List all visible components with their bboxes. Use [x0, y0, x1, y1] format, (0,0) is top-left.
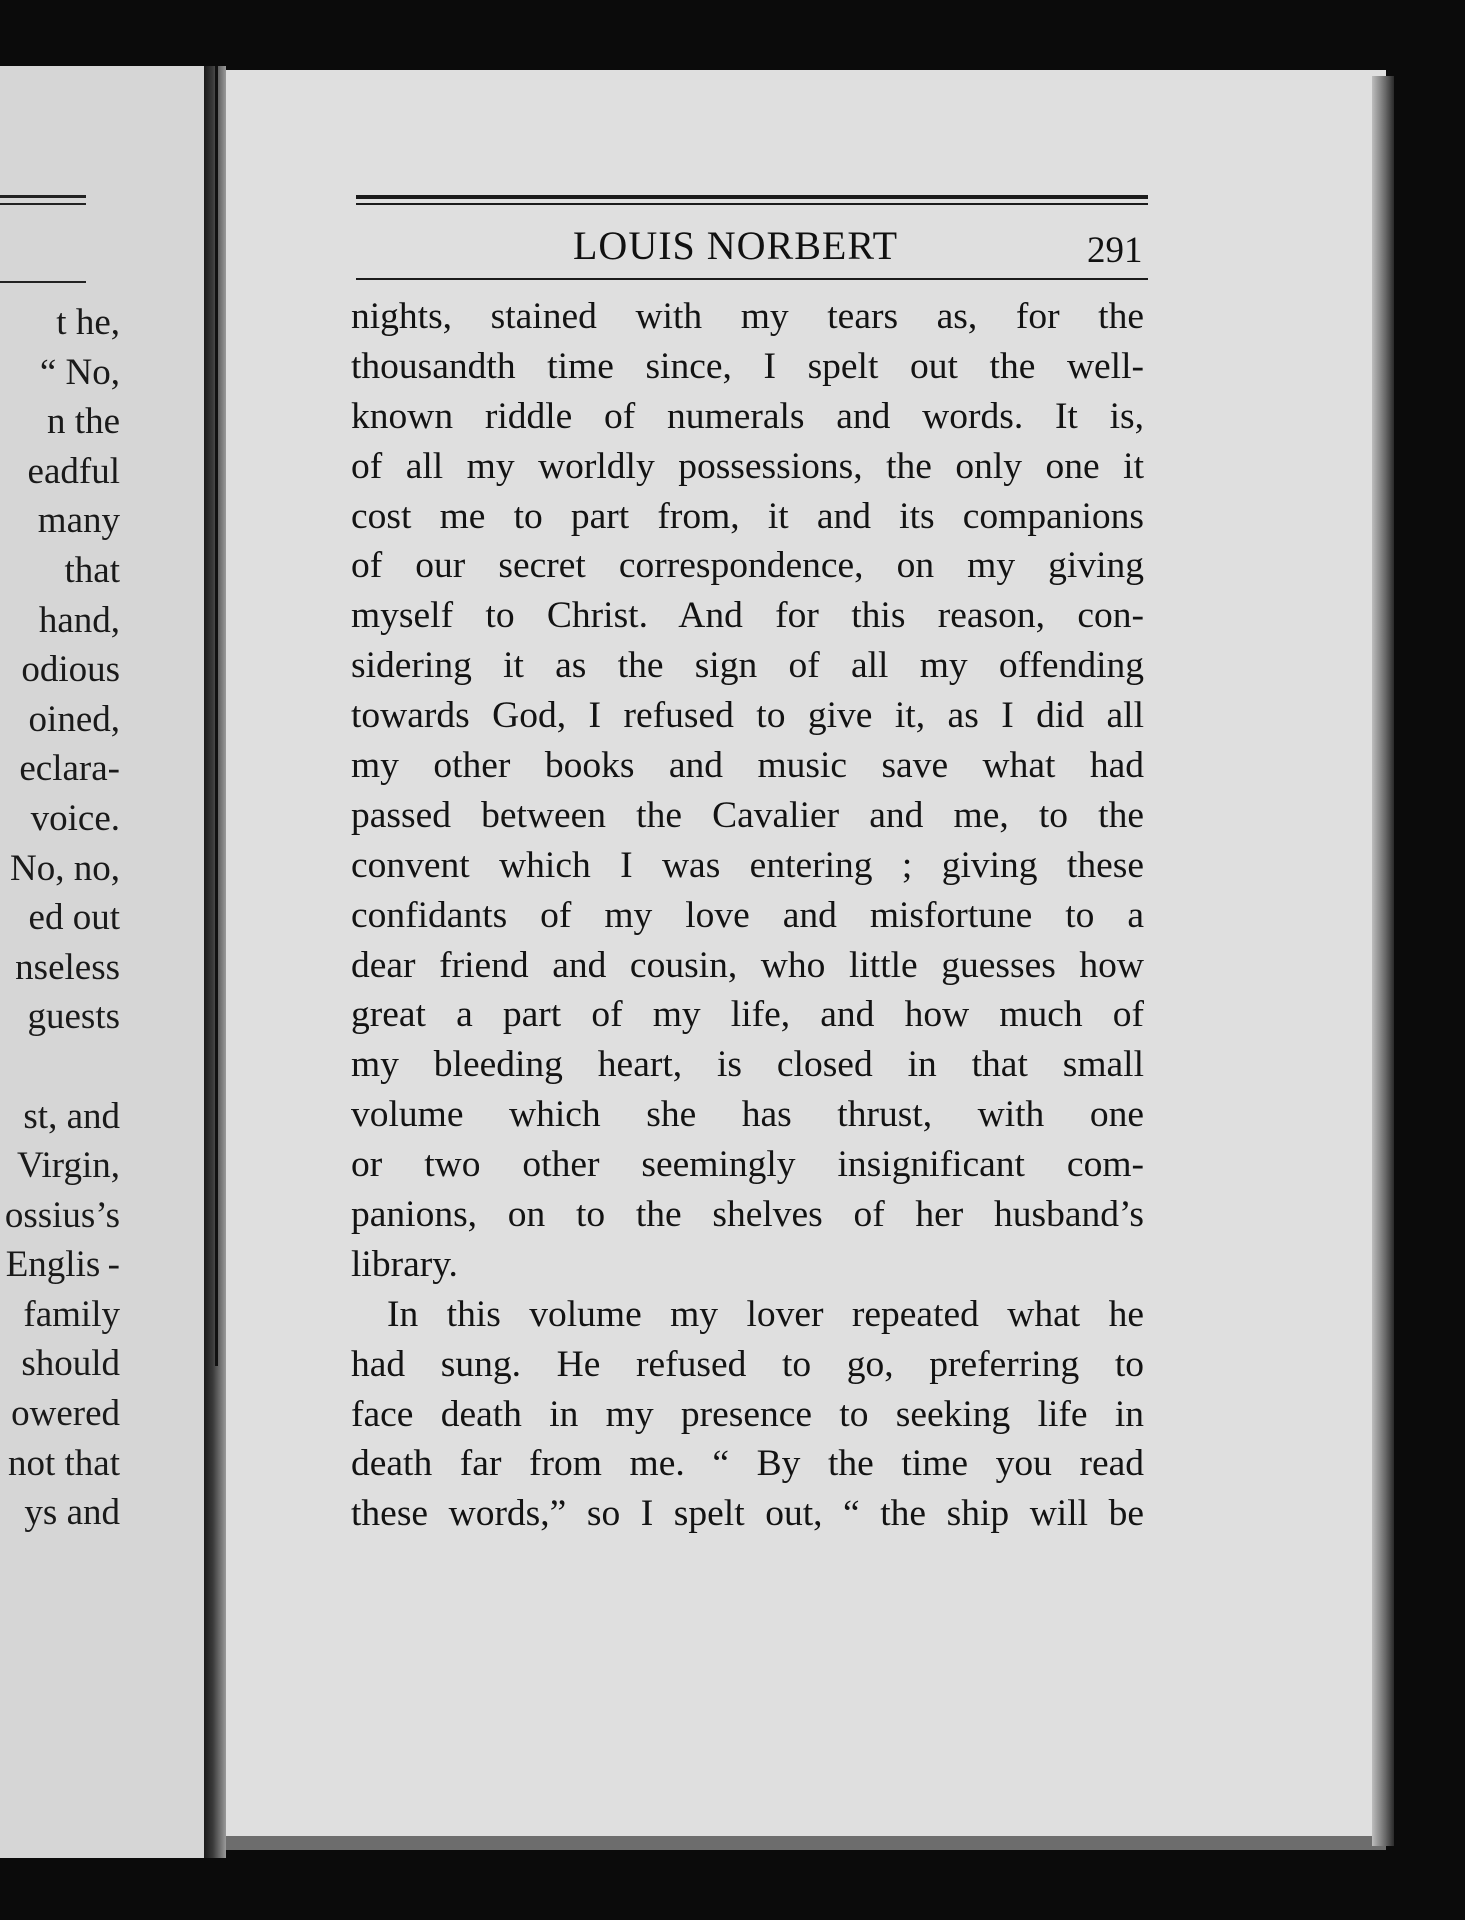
left-page-line: n the: [47, 401, 120, 443]
left-page-line: odious: [21, 649, 120, 691]
text-line: great a part of my life, and how much of: [351, 994, 1144, 1036]
text-line: library.: [351, 1243, 458, 1285]
left-page-line: st, and: [23, 1095, 120, 1137]
text-line: thousandth time since, I spelt out the well-: [351, 345, 1144, 387]
text-line: passed between the Cavalier and me, to the: [351, 794, 1144, 836]
left-page-line: “ No,: [39, 351, 120, 393]
text-line: towards God, I refused to give it, as I did all: [351, 695, 1144, 737]
left-page-top-rule-thin: [0, 203, 86, 205]
left-page-line: many: [37, 500, 120, 542]
text-line: or two other seemingly insignificant com-: [351, 1144, 1144, 1186]
left-page-line: ed out: [28, 897, 120, 939]
header-double-rule-bottom: [356, 203, 1148, 205]
text-line: of all my worldly possessions, the only one it: [351, 445, 1144, 487]
left-page-line: that: [64, 549, 120, 591]
text-line: volume which she has thrust, with one: [351, 1094, 1144, 1136]
text-line: my other books and music save what had: [351, 745, 1144, 787]
left-page-line: Virgin,: [17, 1145, 120, 1187]
text-line: death far from me. “ By the time you read: [351, 1443, 1144, 1485]
text-line: these words,” so I spelt out, “ the ship will be: [351, 1493, 1144, 1535]
text-line: myself to Christ. And for this reason, con-: [351, 595, 1144, 637]
left-page-line: nseless: [15, 946, 120, 988]
page-edge-shadow: [1372, 76, 1394, 1846]
left-page-line: family: [23, 1293, 120, 1335]
left-page-line: ys and: [24, 1492, 120, 1534]
left-page-line: [0, 1042, 120, 1092]
text-line: had sung. He refused to go, preferring to: [351, 1343, 1144, 1385]
left-page-line: Englis -: [5, 1244, 120, 1286]
gutter-line: [215, 66, 218, 1366]
left-page-line: voice.: [30, 797, 120, 839]
text-line: convent which I was entering ; giving these: [351, 844, 1144, 886]
text-line: known riddle of numerals and words. It is,: [351, 395, 1144, 437]
header-underline-rule: [356, 278, 1148, 280]
left-page-line: oined,: [28, 698, 120, 740]
left-facing-page: [0, 66, 204, 1858]
text-line: of our secret correspondence, on my giving: [351, 545, 1144, 587]
text-line: sidering it as the sign of all my offending: [351, 645, 1144, 687]
page-number: 291: [1087, 230, 1143, 271]
left-page-line: eclara-: [19, 748, 120, 790]
text-line: face death in my presence to seeking life in: [351, 1393, 1144, 1435]
left-page-head-rule: [0, 281, 86, 283]
running-head-title: LOUIS NORBERT: [573, 223, 899, 268]
text-line: cost me to part from, it and its companions: [351, 495, 1144, 537]
left-page-text: [0, 298, 200, 1538]
left-page-line: t he,: [56, 302, 120, 343]
text-line: confidants of my love and misfortune to a: [351, 894, 1144, 936]
paragraph-start-line: In this volume my lover repeated what he: [387, 1293, 1144, 1335]
left-page-line: ossius’s: [4, 1194, 120, 1236]
left-page-line: not that: [7, 1442, 120, 1484]
text-line: dear friend and cousin, who little guesses how: [351, 944, 1144, 986]
page-body-text: [351, 292, 1144, 1539]
left-page-line: hand,: [38, 599, 120, 641]
left-page-line: should: [21, 1343, 120, 1385]
text-line: panions, on to the shelves of her husband’s: [351, 1194, 1144, 1236]
header-double-rule-top: [356, 195, 1148, 199]
text-line: nights, stained with my tears as, for the: [351, 296, 1144, 337]
left-page-line: owered: [11, 1393, 120, 1435]
left-page-line: No, no,: [10, 847, 120, 889]
left-page-line: guests: [27, 996, 120, 1038]
left-page-line: eadful: [27, 450, 120, 492]
left-page-top-rule: [0, 195, 86, 198]
text-line: my bleeding heart, is closed in that small: [351, 1044, 1144, 1086]
